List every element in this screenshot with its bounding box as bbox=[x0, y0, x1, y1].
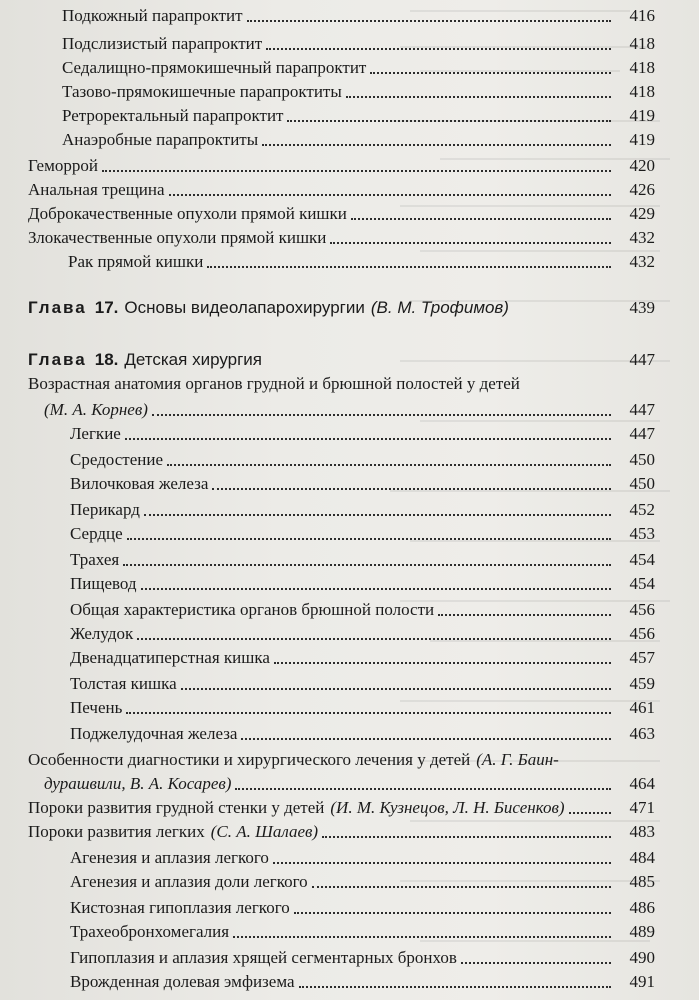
page-number: 491 bbox=[629, 972, 655, 991]
entry-title: Анаэробные парапроктиты bbox=[62, 130, 259, 149]
page-number: 471 bbox=[629, 798, 655, 817]
page-number: 447 bbox=[629, 424, 655, 443]
toc-entry bbox=[70, 550, 655, 570]
toc-entry bbox=[70, 898, 655, 918]
chapter-heading-18 bbox=[28, 350, 655, 370]
toc-entry bbox=[70, 674, 655, 694]
leader-dots bbox=[299, 986, 611, 988]
entry-title: Общая характеристика органов брюшной полости bbox=[70, 600, 435, 619]
toc-entry bbox=[68, 252, 655, 272]
page-number: 418 bbox=[629, 82, 655, 101]
chapter-label: Глава bbox=[28, 298, 87, 317]
leader-dots bbox=[287, 120, 611, 122]
page-number: 489 bbox=[629, 922, 655, 941]
entry-title: Врожденная долевая эмфизема bbox=[70, 972, 295, 991]
entry-title: Перикард bbox=[70, 500, 140, 519]
leader-dots bbox=[322, 836, 611, 838]
leader-dots bbox=[312, 886, 611, 888]
page-number: 453 bbox=[629, 524, 655, 543]
leader-dots bbox=[438, 614, 611, 616]
page-number: 432 bbox=[629, 252, 655, 271]
entry-author: (С. А. Шалаев) bbox=[210, 822, 319, 841]
entry-title: Желудок bbox=[70, 624, 134, 643]
entry-title: Вилочковая железа bbox=[70, 474, 209, 493]
leader-dots bbox=[330, 242, 611, 244]
page-number: 459 bbox=[629, 674, 655, 693]
entry-title: Печень bbox=[70, 698, 123, 717]
chapter-author: (В. М. Трофимов) bbox=[370, 298, 509, 317]
toc-entry bbox=[70, 724, 655, 744]
entry-title: Двенадцатиперстная кишка bbox=[70, 648, 270, 667]
page-number: 418 bbox=[629, 58, 655, 77]
leader-dots bbox=[126, 712, 611, 714]
page-number: 426 bbox=[629, 180, 655, 199]
toc-entry bbox=[62, 34, 655, 54]
toc-entry bbox=[70, 848, 655, 868]
chapter-number: 18. bbox=[94, 350, 119, 369]
leader-dots bbox=[152, 414, 611, 416]
page-number: 418 bbox=[629, 34, 655, 53]
entry-title: Возрастная анатомия органов грудной и брюшной полостей у детей bbox=[28, 374, 520, 393]
page-number: 456 bbox=[629, 600, 655, 619]
leader-dots bbox=[125, 438, 611, 440]
page-number: 429 bbox=[629, 204, 655, 223]
entry-title: Рак прямой кишки bbox=[68, 252, 204, 271]
entry-title: Особенности диагностики и хирургического лечения у детей bbox=[28, 750, 471, 769]
toc-entry bbox=[70, 474, 655, 494]
entry-author: дурашвили, В. А. Косарев) bbox=[44, 774, 232, 793]
entry-title: Тазово-прямокишечные парапроктиты bbox=[62, 82, 342, 101]
leader-dots bbox=[235, 788, 611, 790]
toc-entry bbox=[70, 450, 655, 470]
toc-entry bbox=[70, 600, 655, 620]
toc-entry bbox=[28, 798, 655, 818]
page-number: 457 bbox=[629, 648, 655, 667]
chapter-title: Основы видеолапарохирургии bbox=[124, 298, 365, 317]
entry-title: Пищевод bbox=[70, 574, 137, 593]
toc-entry bbox=[28, 750, 655, 770]
entry-title: Пороки развития легких bbox=[28, 822, 205, 841]
leader-dots bbox=[137, 638, 611, 640]
page-number: 483 bbox=[629, 822, 655, 841]
leader-dots bbox=[102, 170, 611, 172]
entry-title: Поджелудочная железа bbox=[70, 724, 238, 743]
entry-title: Легкие bbox=[70, 424, 121, 443]
page-number: 447 bbox=[629, 400, 655, 419]
page-number: 484 bbox=[629, 848, 655, 867]
entry-author: (И. М. Кузнецов, Л. Н. Бисенков) bbox=[330, 798, 565, 817]
entry-title: Подслизистый парапроктит bbox=[62, 34, 263, 53]
entry-title: Трахея bbox=[70, 550, 120, 569]
leader-dots bbox=[169, 194, 611, 196]
entry-title: Ретроректальный парапроктит bbox=[62, 106, 284, 125]
page-number: 454 bbox=[629, 550, 655, 569]
entry-title: Сердце bbox=[70, 524, 123, 543]
page-number: 454 bbox=[629, 574, 655, 593]
chapter-label: Глава bbox=[28, 350, 87, 369]
chapter-number: 17. bbox=[94, 298, 119, 317]
page-number: 452 bbox=[629, 500, 655, 519]
toc-entry bbox=[44, 774, 655, 794]
leader-dots bbox=[127, 538, 611, 540]
page-number: 461 bbox=[629, 698, 655, 717]
leader-dots bbox=[144, 514, 611, 516]
page-number: 463 bbox=[629, 724, 655, 743]
leader-dots bbox=[346, 96, 611, 98]
chapter-heading-17 bbox=[28, 298, 655, 318]
toc-entry bbox=[28, 822, 655, 842]
entry-title: Толстая кишка bbox=[70, 674, 177, 693]
toc-entry bbox=[62, 106, 655, 126]
page-number: 464 bbox=[629, 774, 655, 793]
toc-entry bbox=[62, 58, 655, 78]
toc-entry bbox=[70, 424, 655, 444]
toc-entry bbox=[70, 648, 655, 668]
page-number: 432 bbox=[629, 228, 655, 247]
leader-dots bbox=[294, 912, 611, 914]
page-number: 485 bbox=[629, 872, 655, 891]
toc-entry bbox=[70, 574, 655, 594]
page-number: 420 bbox=[629, 156, 655, 175]
toc-entry bbox=[70, 500, 655, 520]
entry-author: (М. А. Корнев) bbox=[44, 400, 148, 419]
entry-title: Злокачественные опухоли прямой кишки bbox=[28, 228, 327, 247]
toc-entry bbox=[28, 204, 655, 224]
entry-title: Пороки развития грудной стенки у детей bbox=[28, 798, 325, 817]
leader-dots bbox=[351, 218, 611, 220]
page-number: 416 bbox=[629, 6, 655, 25]
toc-entry bbox=[70, 524, 655, 544]
entry-author: (А. Г. Баин- bbox=[476, 750, 559, 769]
leader-dots bbox=[123, 564, 611, 566]
leader-dots bbox=[212, 488, 611, 490]
leader-dots bbox=[181, 688, 611, 690]
entry-title: Гипоплазия и аплазия хрящей сегментарных бронхов bbox=[70, 948, 457, 967]
toc-entry bbox=[70, 698, 655, 718]
chapter-title: Детская хирургия bbox=[124, 350, 262, 369]
leader-dots bbox=[370, 72, 611, 74]
entry-title: Доброкачественные опухоли прямой кишки bbox=[28, 204, 347, 223]
entry-title: Агенезия и аплазия доли легкого bbox=[70, 872, 308, 891]
entry-title: Геморрой bbox=[28, 156, 98, 175]
leader-dots bbox=[233, 936, 611, 938]
toc-entry bbox=[28, 180, 655, 200]
page-number: 490 bbox=[629, 948, 655, 967]
toc-entry bbox=[70, 922, 655, 942]
toc-entry bbox=[62, 130, 655, 150]
entry-title: Агенезия и аплазия легкого bbox=[70, 848, 269, 867]
toc-entry bbox=[28, 228, 655, 248]
page-number: 456 bbox=[629, 624, 655, 643]
leader-dots bbox=[274, 662, 611, 664]
entry-title: Анальная трещина bbox=[28, 180, 165, 199]
entry-title: Средостение bbox=[70, 450, 163, 469]
toc-entry bbox=[44, 400, 655, 420]
toc-entry bbox=[70, 948, 655, 968]
leader-dots bbox=[247, 20, 611, 22]
toc-entry bbox=[70, 624, 655, 644]
leader-dots bbox=[141, 588, 611, 590]
toc-entry bbox=[62, 6, 655, 26]
entry-title: Подкожный парапроктит bbox=[62, 6, 243, 25]
toc-entry bbox=[28, 156, 655, 176]
page-number: 419 bbox=[629, 106, 655, 125]
entry-title: Трахеобронхомегалия bbox=[70, 922, 230, 941]
page-number: 486 bbox=[629, 898, 655, 917]
toc-entry bbox=[70, 972, 655, 992]
leader-dots bbox=[207, 266, 611, 268]
page-number: 419 bbox=[629, 130, 655, 149]
entry-title: Кистозная гипоплазия легкого bbox=[70, 898, 290, 917]
leader-dots bbox=[241, 738, 611, 740]
page-number: 450 bbox=[629, 474, 655, 493]
entry-title: Седалищно-прямокишечный парапроктит bbox=[62, 58, 367, 77]
page-number: 447 bbox=[629, 350, 655, 369]
leader-dots bbox=[266, 48, 611, 50]
leader-dots bbox=[569, 812, 611, 814]
leader-dots bbox=[262, 144, 611, 146]
toc-entry bbox=[28, 374, 655, 394]
page-number: 439 bbox=[629, 298, 655, 317]
page-number: 450 bbox=[629, 450, 655, 469]
toc-entry bbox=[70, 872, 655, 892]
leader-dots bbox=[273, 862, 611, 864]
leader-dots bbox=[167, 464, 611, 466]
leader-dots bbox=[461, 962, 611, 964]
toc-entry bbox=[62, 82, 655, 102]
